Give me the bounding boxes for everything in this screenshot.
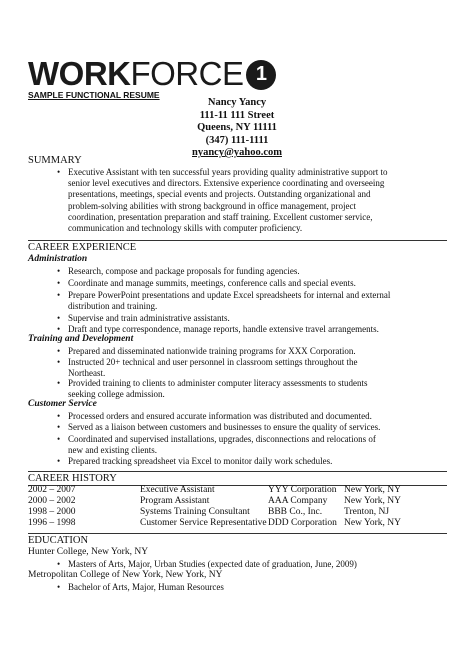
degree-line: Masters of Arts, Major, Urban Studies (expected date of graduation, June, 2009)	[68, 559, 357, 569]
experience-bullet: Research, compose and package proposals for funding agencies.	[68, 266, 300, 276]
experience-bullet	[68, 434, 428, 456]
bullet-dot: •	[57, 346, 61, 356]
experience-bullet: Prepared and disseminated nationwide training programs for XXX Corporation.	[68, 346, 356, 356]
history-title: Program Assistant	[140, 496, 210, 506]
logo-text-force: FORCE	[130, 55, 244, 92]
summary-line: problem-solving abilities with strong background in office management, project	[68, 200, 357, 211]
summary-line: coordination, presentation preparation and staff training. Excellent customer service,	[68, 211, 373, 222]
experience-bullet: Served as a liaison between customers and businesses to ensure the quality of services.	[68, 422, 381, 432]
experience-bullet: Draft and type correspondence, manage reports, handle extensive travel arrangements.	[68, 324, 379, 334]
bullet-line: Prepare PowerPoint presentations and update Excel spreadsheets for internal and external	[68, 290, 391, 300]
history-company: YYY Corporation	[268, 485, 337, 495]
summary-text	[68, 167, 387, 234]
bullet-line: Instructed 20+ technical and user personnel in classroom settings throughout the	[68, 357, 358, 367]
history-years: 2000 – 2002	[28, 496, 76, 506]
bullet-line: distribution and training.	[68, 301, 158, 312]
bullet-line: Northeast.	[68, 368, 106, 379]
experience-bullet: Supervise and train administrative assistants.	[68, 313, 230, 323]
bullet-dot: •	[57, 266, 61, 276]
history-years: 1996 – 1998	[28, 518, 76, 528]
school-name: Hunter College, New York, NY	[28, 547, 149, 557]
summary-line: senior level executives and directors. Extensive experience coordinating and overseeing	[68, 178, 385, 189]
bullet-dot: •	[57, 559, 61, 569]
experience-bullet	[68, 290, 428, 312]
career-history-heading: CAREER HISTORY	[28, 473, 117, 484]
summary-heading: SUMMARY	[28, 155, 82, 166]
bullet-dot: •	[57, 357, 61, 367]
bullet-dot: •	[57, 313, 61, 323]
section-divider	[28, 240, 447, 241]
bullet-dot: •	[57, 456, 61, 466]
bullet-dot: •	[57, 582, 61, 592]
experience-bullet: Coordinate and manage summits, meetings, conference calls and special events.	[68, 278, 356, 288]
group-title-training: Training and Development	[28, 334, 134, 344]
summary-line: Executive Assistant with ten successful years providing quality administrative support to	[68, 167, 388, 177]
bullet-dot: •	[57, 378, 61, 388]
bullet-line: Provided training to clients to administer computer literacy assessments to students	[68, 378, 368, 388]
summary-line: presentations, meetings, special events and projects. Outstanding organizational and	[68, 189, 371, 200]
history-location: New York, NY	[344, 496, 402, 506]
education-heading: EDUCATION	[28, 535, 89, 546]
experience-bullet	[68, 357, 428, 379]
history-company: AAA Company	[268, 496, 328, 506]
bullet-dot: •	[57, 324, 61, 334]
group-title-customer-service: Customer Service	[28, 399, 97, 409]
history-location: Trenton, NJ	[344, 507, 390, 517]
group-title-administration: Administration	[28, 254, 88, 264]
bullet-line: new and existing clients.	[68, 445, 157, 456]
summary-line: communication and technology skills with computer proficiency.	[68, 223, 303, 234]
contact-email-link[interactable]: nyancy@yahoo.com	[192, 147, 282, 158]
experience-bullet: Processed orders and ensured accurate information was distributed and documented.	[68, 411, 372, 421]
degree-line: Bachelor of Arts, Major, Human Resources	[68, 582, 224, 592]
section-divider	[28, 471, 447, 472]
contact-street: 111-11 111 Street	[199, 109, 275, 121]
bullet-dot: •	[57, 167, 61, 177]
career-experience-heading: CAREER EXPERIENCE	[28, 242, 137, 253]
logo-badge: 1	[246, 60, 276, 90]
history-location: New York, NY	[344, 518, 402, 528]
bullet-line: seeking college admission.	[68, 389, 165, 400]
history-title: Systems Training Consultant	[140, 507, 250, 517]
logo-text-work: WORK	[28, 55, 131, 92]
history-title: Executive Assistant	[140, 485, 215, 495]
bullet-line: Coordinated and supervised installations, upgrades, disconnections and relocations of	[68, 434, 376, 444]
workforce1-logo	[28, 55, 276, 92]
contact-phone: (347) 111-1111	[205, 134, 269, 146]
history-years: 2002 – 2007	[28, 485, 76, 495]
sample-title: SAMPLE FUNCTIONAL RESUME	[28, 90, 160, 100]
history-title: Customer Service Representative	[140, 518, 267, 528]
experience-bullet: Prepared tracking spreadsheet via Excel to monitor daily work schedules.	[68, 456, 333, 466]
school-name: Metropolitan College of New York, New York, NY	[28, 570, 223, 580]
contact-name: Nancy Yancy	[207, 97, 267, 108]
history-location: New York, NY	[344, 485, 402, 495]
bullet-dot: •	[57, 422, 61, 432]
contact-city: Queens, NY 11111	[197, 122, 277, 133]
history-company: BBB Co., Inc.	[268, 507, 323, 517]
bullet-dot: •	[57, 278, 61, 288]
section-divider	[28, 533, 447, 534]
bullet-dot: •	[57, 411, 61, 421]
history-company: DDD Corporation	[268, 518, 337, 528]
experience-bullet	[68, 378, 428, 400]
bullet-dot: •	[57, 434, 61, 444]
bullet-dot: •	[57, 290, 61, 300]
contact-block	[0, 97, 474, 160]
history-years: 1998 – 2000	[28, 507, 76, 517]
